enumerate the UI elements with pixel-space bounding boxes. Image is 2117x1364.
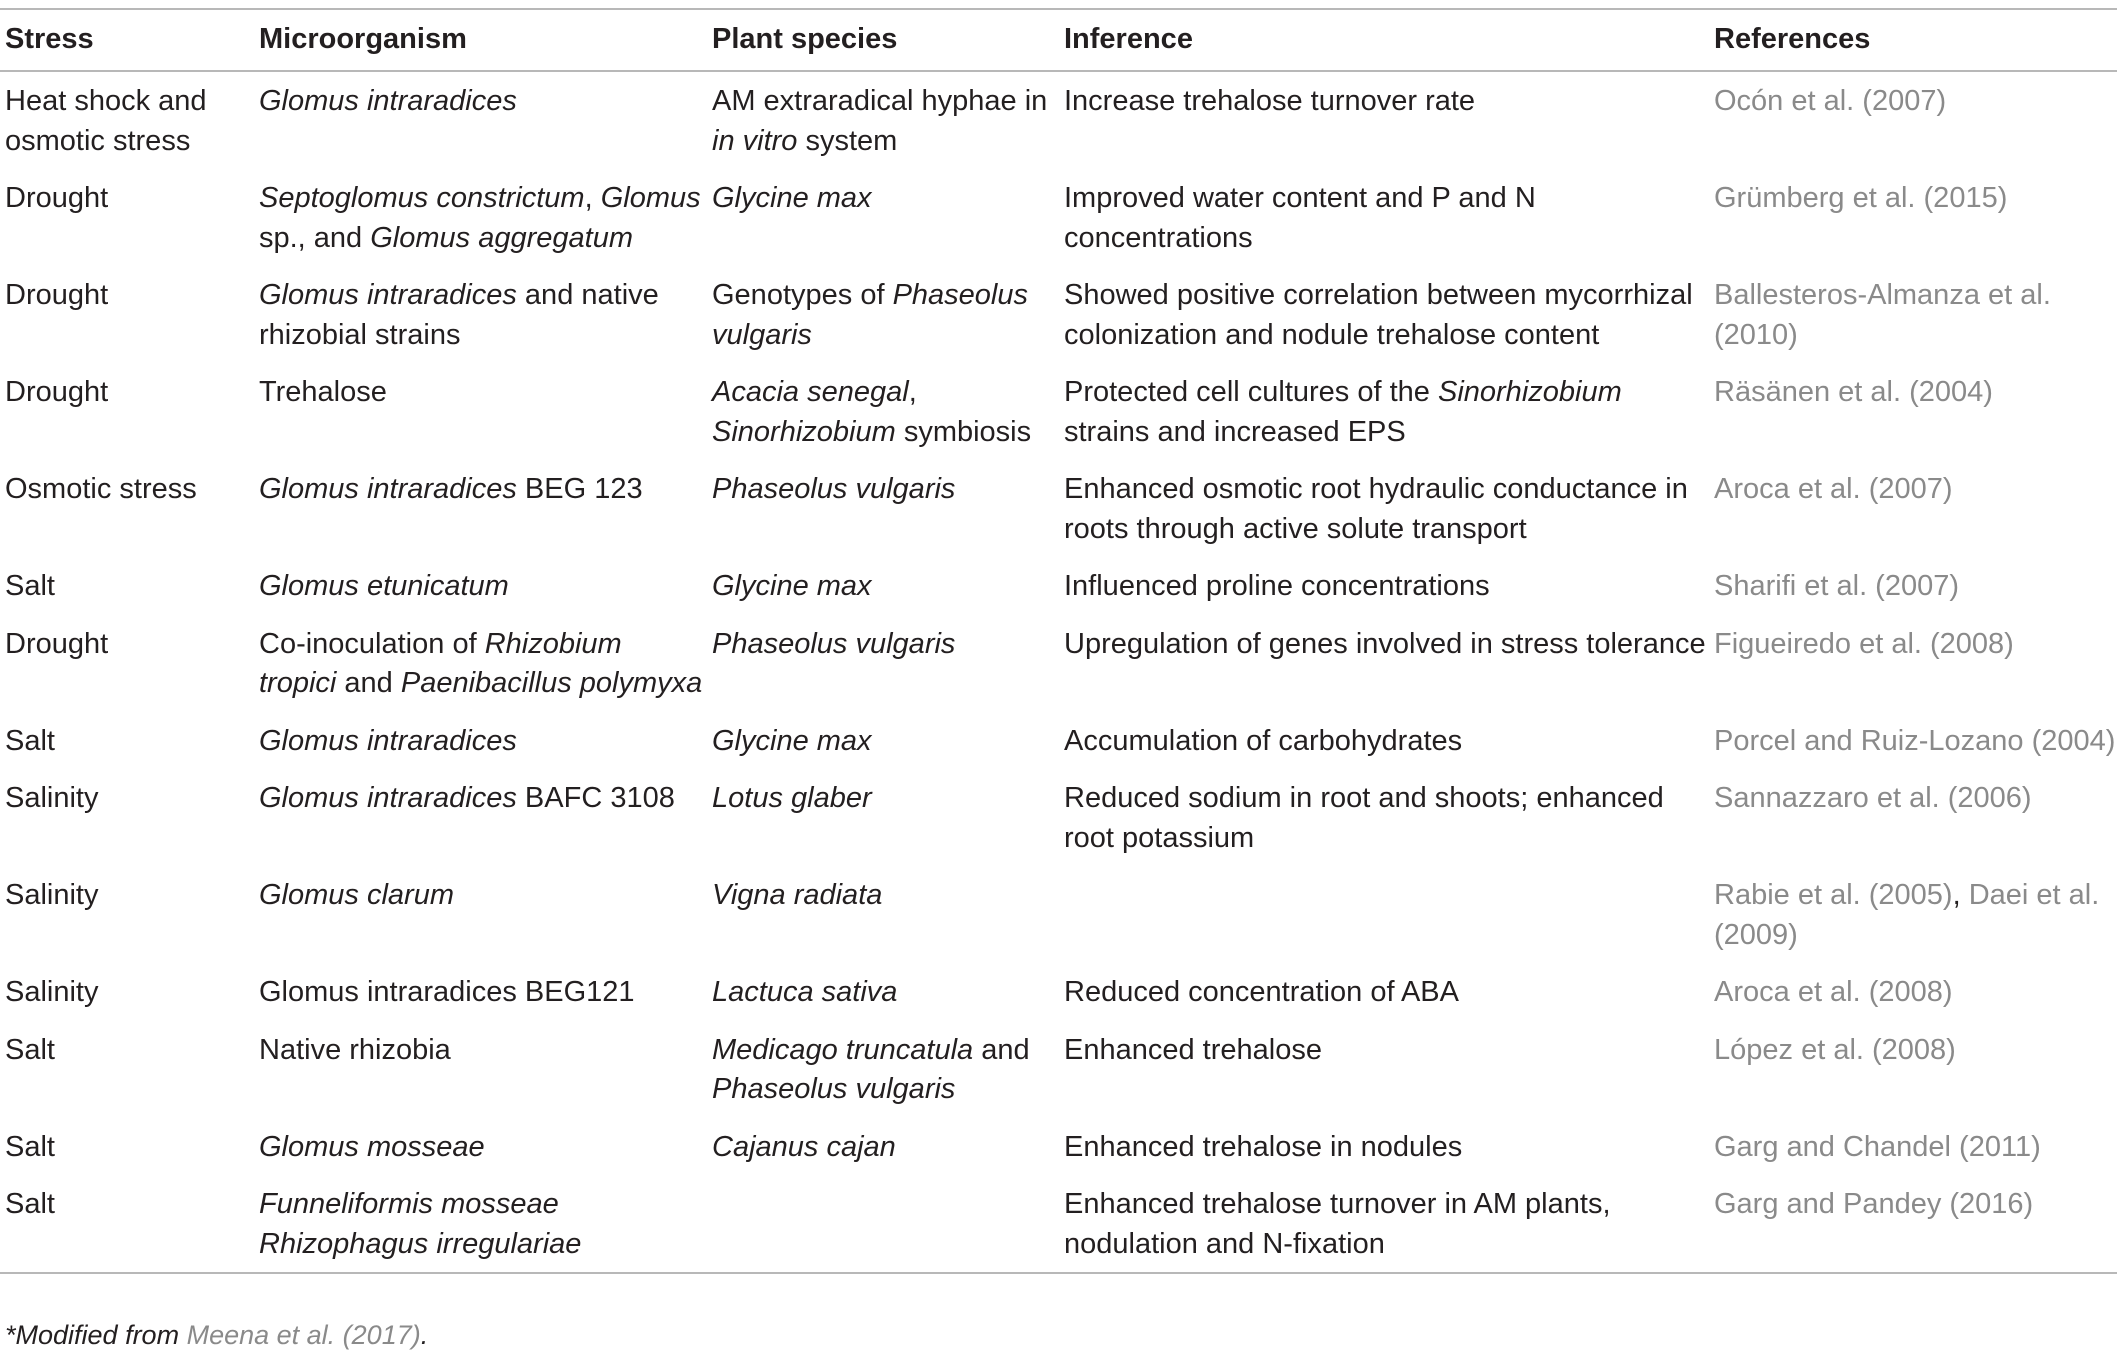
stress-cell: Salinity (5, 782, 99, 814)
reference-link[interactable]: Sharifi et al. (2007) (1714, 570, 1960, 602)
inference-cell: Accumulation of carbohydrates (1064, 724, 1463, 757)
text-run: Native rhizobia (259, 1033, 451, 1066)
reference-separator: , (1952, 879, 1969, 911)
text-run: sp., and (259, 221, 371, 254)
microorganism-cell (254, 712, 707, 770)
microorganism-cell (254, 460, 707, 557)
text-run: , (584, 182, 601, 214)
text-run: Trehalose (259, 376, 387, 408)
table-row (0, 1118, 2117, 1176)
reference-link[interactable]: Sannazzaro et al. (2006) (1714, 782, 2032, 814)
inference-cell: Influenced proline concentrations (1064, 570, 1490, 602)
plant-species-cell (707, 712, 1059, 770)
stress-cell: Drought (5, 627, 109, 660)
microorganism-cell (254, 769, 707, 866)
italic-text: Phaseolus vulgaris (712, 279, 1028, 351)
plant-species-cell (707, 266, 1059, 363)
text-run: , (908, 376, 917, 408)
table-row (0, 557, 2117, 615)
text-run: BEG 123 (516, 473, 643, 505)
stress-cell: Salt (5, 570, 55, 602)
table-row (0, 769, 2117, 866)
header-references: References (1714, 23, 1871, 55)
table-row (0, 1175, 2117, 1273)
inference-cell: Showed positive correlation between mycorrhizal colonization and nodule trehalose content (1064, 279, 1693, 351)
text-run: system (797, 124, 898, 157)
table-row (0, 1021, 2117, 1118)
plant-species-cell (707, 769, 1059, 866)
stress-cell: Drought (5, 182, 109, 214)
table-row (0, 460, 2117, 557)
italic-text: Acacia senegal (712, 376, 909, 408)
text-run: Co-inoculation of (259, 627, 485, 660)
stress-cell: Drought (5, 376, 109, 408)
inference-cell: Reduced concentration of ABA (1064, 976, 1459, 1008)
text-run: Genotypes of (712, 279, 893, 311)
references-cell (1709, 963, 2117, 1021)
text-run: and native rhizobial strains (259, 279, 659, 351)
microorganism-cell (254, 866, 707, 963)
italic-text: Glycine max (712, 182, 872, 214)
inference-cell: Enhanced trehalose in nodules (1064, 1130, 1463, 1163)
italic-text: Glomus intraradices (259, 724, 517, 757)
table-row (0, 266, 2117, 363)
inference-cell: Enhanced osmotic root hydraulic conductance in roots through active solute transport (1064, 473, 1688, 545)
reference-link[interactable]: Aroca et al. (2008) (1714, 976, 1953, 1008)
header-stress: Stress (5, 23, 94, 55)
italic-text: Glomus intraradices (259, 782, 517, 814)
inference-cell: Reduced sodium in root and shoots; enhanced root potassium (1064, 782, 1664, 854)
italic-text: Phaseolus vulgaris (712, 473, 956, 505)
italic-text: Glomus intraradices (259, 473, 517, 505)
reference-link[interactable]: López et al. (2008) (1714, 1033, 1956, 1066)
footnote (5, 1320, 428, 1351)
plant-species-cell (707, 1118, 1059, 1176)
reference-link[interactable]: Ocón et al. (2007) (1714, 85, 1947, 117)
table-row (0, 963, 2117, 1021)
data-table (0, 8, 2117, 1274)
table-row (0, 71, 2117, 169)
table-row (0, 363, 2117, 460)
inference-cell: Improved water content and P and N concentrations (1064, 182, 1536, 254)
plant-species-cell (707, 866, 1059, 963)
reference-link[interactable]: Porcel and Ruiz-Lozano (2004) (1714, 724, 2116, 757)
references-cell (1709, 1175, 2117, 1273)
italic-text: Glomus intraradices (259, 279, 517, 311)
italic-text: Glomus aggregatum (370, 221, 633, 254)
microorganism-cell (254, 71, 707, 169)
inference-cell (1059, 866, 1709, 963)
stress-cell: Drought (5, 279, 109, 311)
italic-text: Paenibacillus polymyxa (400, 667, 703, 699)
footnote-prefix: *Modified from (5, 1320, 187, 1350)
references-cell (1709, 712, 2117, 770)
italic-text: Sinorhizobium (712, 415, 896, 448)
plant-species-cell (707, 363, 1059, 460)
italic-text: in vitro (712, 124, 798, 157)
italic-text: Glomus intraradices (259, 85, 517, 117)
reference-link[interactable]: Garg and Chandel (2011) (1714, 1130, 2041, 1163)
footnote-citation-link[interactable]: Meena et al. (2017) (186, 1320, 421, 1350)
italic-text: Funneliformis mosseae Rhizophagus irregulariae (259, 1188, 582, 1260)
plant-species-cell (707, 169, 1059, 266)
plant-species-cell (707, 1175, 1059, 1273)
table-row (0, 712, 2117, 770)
plant-species-cell (707, 963, 1059, 1021)
reference-link[interactable]: Aroca et al. (2007) (1714, 473, 1953, 505)
plant-species-cell (707, 71, 1059, 169)
header-microorganism: Microorganism (259, 23, 467, 55)
stress-cell: Osmotic stress (5, 473, 197, 505)
text-run: and (973, 1033, 1030, 1066)
stress-cell: Salt (5, 1130, 55, 1163)
microorganism-cell (254, 1021, 707, 1118)
plant-species-cell (707, 615, 1059, 712)
references-cell (1709, 460, 2117, 557)
stress-cell: Salinity (5, 976, 99, 1008)
microorganism-cell (254, 1118, 707, 1176)
footnote-suffix: . (420, 1320, 429, 1350)
inference-cell: Upregulation of genes involved in stress tolerance (1064, 627, 1706, 660)
italic-text: Medicago truncatula (712, 1033, 974, 1066)
references-cell (1709, 615, 2117, 712)
plant-species-cell (707, 557, 1059, 615)
microorganism-cell (254, 169, 707, 266)
italic-text: Glycine max (712, 724, 872, 757)
italic-text: Cajanus cajan (712, 1130, 896, 1163)
references-cell (1709, 557, 2117, 615)
reference-link[interactable]: Rabie et al. (2005) (1714, 879, 1953, 911)
references-cell (1709, 866, 2117, 963)
text-run: Protected cell cultures of the (1064, 376, 1438, 408)
references-cell (1709, 169, 2117, 266)
text-run: AM extraradical hyphae in (712, 85, 1048, 117)
plant-species-cell (707, 1021, 1059, 1118)
stress-cell: Heat shock and osmotic stress (5, 85, 207, 157)
microorganism-cell (254, 1175, 707, 1273)
references-cell (1709, 266, 2117, 363)
italic-text: Phaseolus vulgaris (712, 627, 956, 660)
microorganism-cell (254, 615, 707, 712)
italic-text: Phaseolus vulgaris (712, 1073, 956, 1105)
plant-species-cell (707, 460, 1059, 557)
inference-cell: Increase trehalose turnover rate (1064, 85, 1476, 117)
italic-text: Lactuca sativa (712, 976, 898, 1008)
reference-link[interactable]: Daei et al. (2009) (1714, 879, 2100, 951)
header-inference: Inference (1064, 23, 1193, 55)
table-row (0, 169, 2117, 266)
text-run: and (336, 667, 401, 699)
text-run: symbiosis (895, 415, 1032, 448)
inference-cell: Enhanced trehalose (1064, 1033, 1322, 1066)
reference-link[interactable]: Ballesteros-Almanza et al. (2010) (1714, 279, 2051, 351)
italic-text: Rhizobium tropici (259, 627, 622, 699)
italic-text: Vigna radiata (712, 879, 883, 911)
reference-link[interactable]: Garg and Pandey (2016) (1714, 1188, 2034, 1220)
header-plant-species: Plant species (712, 23, 898, 55)
text-run: Glomus intraradices BEG121 (259, 976, 635, 1008)
stress-cell: Salt (5, 1033, 55, 1066)
italic-text: Septoglomus constrictum (259, 182, 585, 214)
stress-cell: Salt (5, 1188, 55, 1220)
microorganism-cell (254, 557, 707, 615)
italic-text: Sinorhizobium (1437, 376, 1622, 408)
references-cell (1709, 1118, 2117, 1176)
microorganism-cell (254, 363, 707, 460)
table-header (0, 9, 2117, 71)
italic-text: Glomus etunicatum (259, 570, 509, 602)
inference-cell: Enhanced trehalose turnover in AM plants, nodulation and N-fixation (1064, 1188, 1611, 1260)
inference-cell (1059, 363, 1709, 460)
text-run: strains and increased EPS (1064, 415, 1406, 448)
microorganism-cell (254, 266, 707, 363)
italic-text: Lotus glaber (712, 782, 872, 814)
reference-link[interactable]: Räsänen et al. (2004) (1714, 376, 1993, 408)
table-row (0, 866, 2117, 963)
table-body (0, 71, 2117, 1273)
table-row (0, 615, 2117, 712)
italic-text: Glomus mosseae (259, 1130, 485, 1163)
stress-cell: Salt (5, 724, 55, 757)
references-cell (1709, 71, 2117, 169)
stress-cell: Salinity (5, 879, 99, 911)
references-cell (1709, 363, 2117, 460)
italic-text: Glomus (600, 182, 701, 214)
italic-text: Glomus clarum (259, 879, 454, 911)
references-cell (1709, 1021, 2117, 1118)
microorganism-cell (254, 963, 707, 1021)
references-cell (1709, 769, 2117, 866)
header-row (0, 9, 2117, 71)
reference-link[interactable]: Grümberg et al. (2015) (1714, 182, 2008, 214)
reference-link[interactable]: Figueiredo et al. (2008) (1714, 627, 2014, 660)
text-run: BAFC 3108 (516, 782, 675, 814)
italic-text: Glycine max (712, 570, 872, 602)
